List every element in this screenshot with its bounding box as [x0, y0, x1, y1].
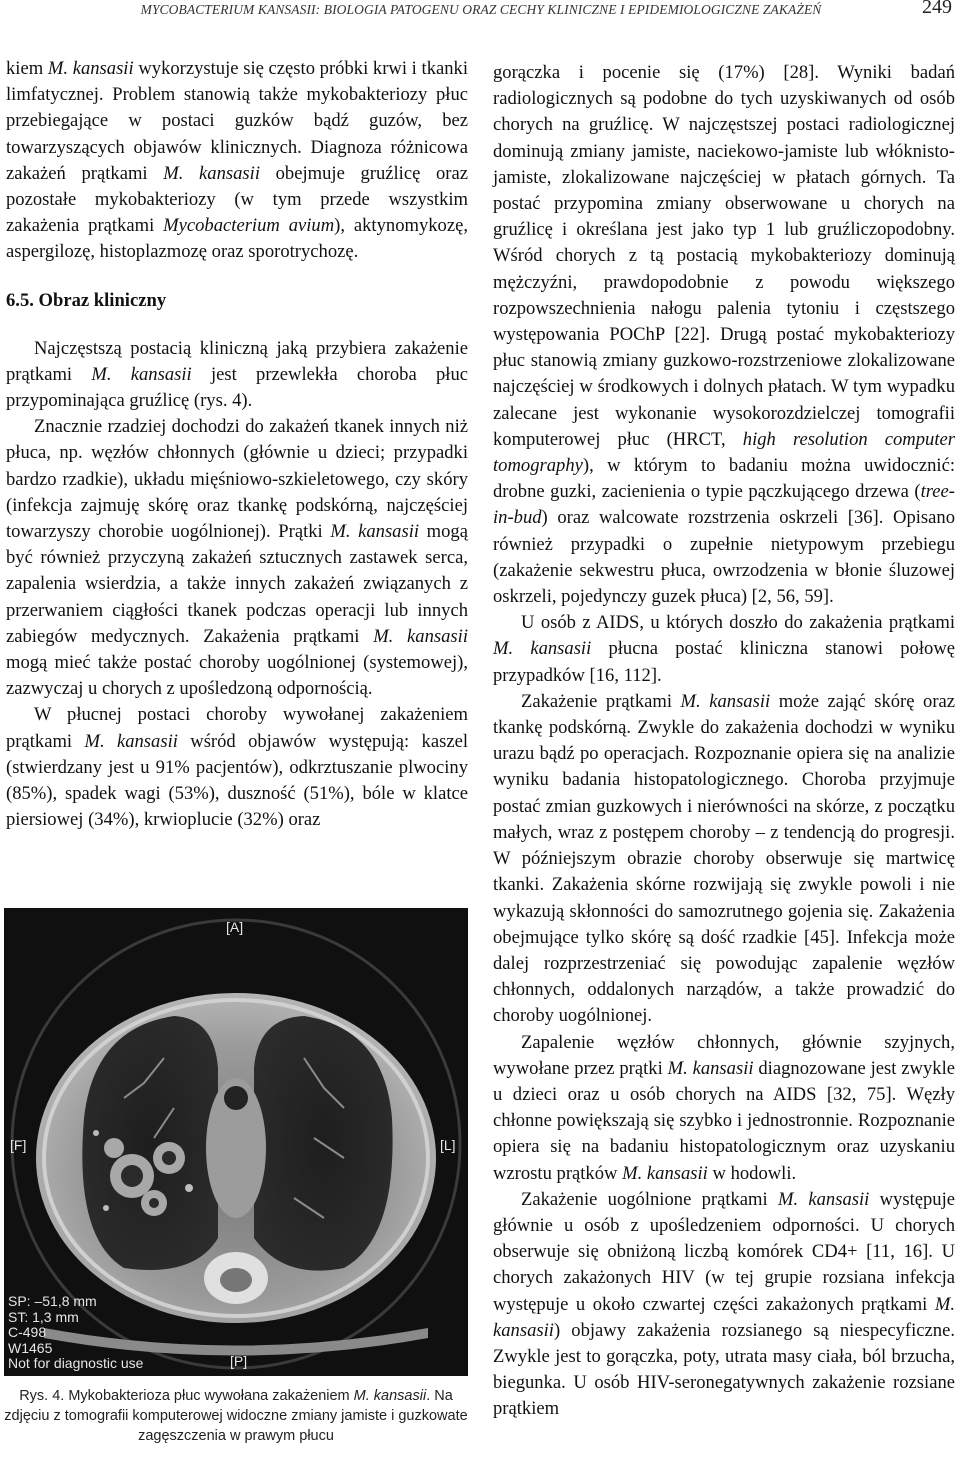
paragraph: gorączka i pocenie się (17%) [28]. Wyniki badań radiologicznych są podobne do tych uzyskiwanych od osób chorych na gruźlicę. W najczęstszej postaci radiologicznej dominują zmiany jamiste, naciekowo-jamiste lub włóknisto-jamiste, zlokalizowane najczęściej w płatach górnych. Ta postać przypomina zmiany obserwowane u chorych na gruźlicę i określana jest jako typ 1 lub gruźliczopodobny. Wśród chorych z tą postacią mykobakteriozy dominują mężczyźni, prawdopodobnie z powodu większego rozpowszechnienia nałogu palenia tytoniu i częstszego występowania POChP [22]. Drugą postać mykobakteriozy płuc stanowią zmiany guzkowo-rozstrzeniowe zlokalizowane najczęściej w środkowych i dolnych płatach. W tym wypadku zalecane jest wykonanie wysokorozdzielczej tomografii komputerowej płuc (HRCT, high resolution computer tomography), w którym to badaniu można uwidocznić: drobne guzki, zacienienia o typie pączkującego drzewa (tree-in-bud) oraz walcowate rozstrzenia oskrzeli [36]. Opisano również przypadki o zupełnie nietypowym przebiegu (zakażenie sekwestru płuca, owrzodzenia w błonie śluzowej oskrzeli, pojedynczy guzek płuca) [2, 56, 59]. — [493, 62, 955, 608]
scan-parameters — [8, 1294, 143, 1372]
italic-term: M. kansasii — [91, 363, 192, 385]
italic-term: M. kansasii — [493, 1293, 955, 1341]
running-title: MYCOBACTERIUM KANSASII: BIOLOGIA PATOGENU ORAZ CECHY KLINICZNE I EPIDEMIOLOGICZNE ZAKAŻEŃ — [140, 2, 822, 17]
page-number: 249 — [922, 0, 952, 18]
scan-param: C-498 — [8, 1324, 47, 1340]
paragraph: Zapalenie węzłów chłonnych, głównie szyjnych, wywołane przez prątki M. kansasii diagnozowane jest zwykle u dzieci oraz u osób chorych na AIDS [32, 75]. Węzły chłonne powiększają się szybko i jednostronnie. Rozpoznanie opiera się na badaniu histopatologicznym oraz uzyskaniu wzrostu prątków M. kansasii w hodowli. — [493, 1031, 955, 1184]
paragraph: Zakażenie uogólnione prątkami M. kansasii występuje głównie u osób z upośledzeniem odporności. U chorych obserwuje się obniżoną liczbą komórek CD4+ [11, 16]. U chorych zakażonych HIV (w tej grupie rozsiana infekcja występuje u około czwartej części zakażonych prątkami M. kansasii) objawy zakażenia rozsianego są niespecyficzne. Zwykle jest to gorączka, poty, utrata masy ciała, ból brzucha, biegunka. U osób HIV-seronegatywnych zakażenie rozsiane prątkiem — [493, 1188, 956, 1420]
scan-param: SP: –51,8 mm — [8, 1293, 97, 1309]
orientation-tag-left: [L] — [440, 1137, 456, 1153]
italic-term: M. kansasii — [353, 1388, 427, 1404]
italic-term: tree-in-bud — [493, 481, 955, 529]
orientation-tag-posterior: [P] — [230, 1353, 248, 1369]
italic-term: M. kansasii — [777, 1188, 870, 1210]
paragraph: U osób z AIDS, u których doszło do zakażenia prątkami M. kansasii płucna postać kliniczna stanowi połowę przypadków [16, 112]. — [493, 612, 955, 686]
italic-term: M. kansasii — [84, 730, 178, 752]
paragraph: W płucnej postaci choroby wywołanej zakażeniem prątkami M. kansasii wśród objawów występują: kaszel (stwierdzany jest u 91% pacjentów), odkrztuszanie plwociny (85%), spadek wagi (53%), duszność (51%), bóle w klatce piersiowej (34%), krwioplucie (32%) oraz — [6, 704, 468, 831]
orientation-tag-anterior: [A] — [226, 919, 244, 935]
italic-term: M. kansasii — [680, 690, 771, 712]
italic-term: Mycobacterium avium — [163, 215, 335, 237]
right-column — [493, 60, 955, 1423]
running-header — [0, 0, 960, 34]
paragraph: Najczęstszą postacią kliniczną jaką przybiera zakażenie prątkami M. kansasii jest przewlekła choroba płuc przypominająca gruźlicę (rys. 4). — [6, 337, 468, 412]
italic-term: M. kansasii — [163, 162, 260, 184]
italic-term: M. kansasii — [373, 625, 468, 647]
italic-term: M. kansasii — [622, 1162, 708, 1184]
scan-param: W1465 — [8, 1339, 53, 1356]
ct-scan-figure — [4, 908, 468, 1376]
paragraph: Znacznie rzadziej dochodzi do zakażeń tkanek innych niż płuca, np. węzłów chłonnych (głównie u dzieci; przypadki bardzo rzadkie), układu mięśniowo-szkieletowego, czy skóry (infekcja zajmuję skórę oraz tkankę podskórną, najczęściej towarzyszy chorobie uogólnionej). Prątki M. kansasii mogą być również przyczyną zakażeń sztucznych zastawek serca, zapalenia wsierdzia, a także innych zakażeń związanych z przerwaniem ciągłości tkanek podczas operacji lub innych zabiegów medycznych. Zakażenia prątkami M. kansasii mogą mieć także postać choroby uogólnionej (systemowej), zazwyczaj u chorych z upośledzoną odpornością. — [6, 416, 468, 700]
left-column — [6, 56, 468, 833]
paragraph: kiem M. kansasii wykorzystuje się często próbki krwi i tkanki limfatycznej. Problem stanowią także mykobakteriozy płuc przebiegające w postaci guzków bądź guzów, bez towarzyszących objawów klinicznych. Diagnoza różnicowa zakażeń prątkami M. kansasii obejmuje gruźlicę oraz pozostałe mykobakteriozy (w tym przede wszystkim zakażenia prątkami Mycobacterium avium), aktynomykozę, aspergilozę, histoplazmozę oraz sporotrychozę. — [6, 58, 469, 263]
scan-param: Not for diagnostic use — [8, 1355, 144, 1371]
italic-term: M. kansasii — [667, 1057, 754, 1079]
paragraph: Zakażenie prątkami M. kansasii może zająć skórę oraz tkankę podskórną. Zwykle do zakażenia dochodzi w wyniku urazu bądź po operacjach. Rozpoznanie opiera się na analizie wyniku badania histopatologicznego. Choroba przyjmuje postać zmian guzkowych i nierówności na skórze, z początku małych, wraz z postępem choroby – z tendencją do progresji. W późniejszym obrazie choroby obserwuje się martwicę tkanki. Zakażenia skórne rozwijają się zwykle powoli i nie wykazują skłonności do samozrutnego gojenia się. Zakażenia obejmujące tylko skórę są dość rzadkie [45]. Infekcja może dalej rozprzestrzeniać się powodując zapalenie węzłów chłonnych, oddalonych narządów, a także prowadzić do choroby uogólnionej. — [493, 690, 956, 1027]
scan-param: ST: 1,3 mm — [8, 1308, 79, 1325]
figure-caption: Rys. 4. Mykobakterioza płuc wywołana zakażeniem M. kansasii. Na zdjęciu z tomografii komputerowej widoczne zmiany jamiste i guzkowate zagęszczenia w prawym płucu — [4, 1388, 468, 1444]
orientation-tag-right: [F] — [10, 1137, 27, 1153]
italic-term: M. kansasii — [47, 58, 134, 79]
section-heading: 6.5. Obraz kliniczny — [6, 289, 167, 311]
italic-term: M. kansasii — [493, 638, 592, 660]
italic-term: high resolution computer tomography — [493, 428, 955, 477]
italic-term: M. kansasii — [330, 521, 420, 543]
